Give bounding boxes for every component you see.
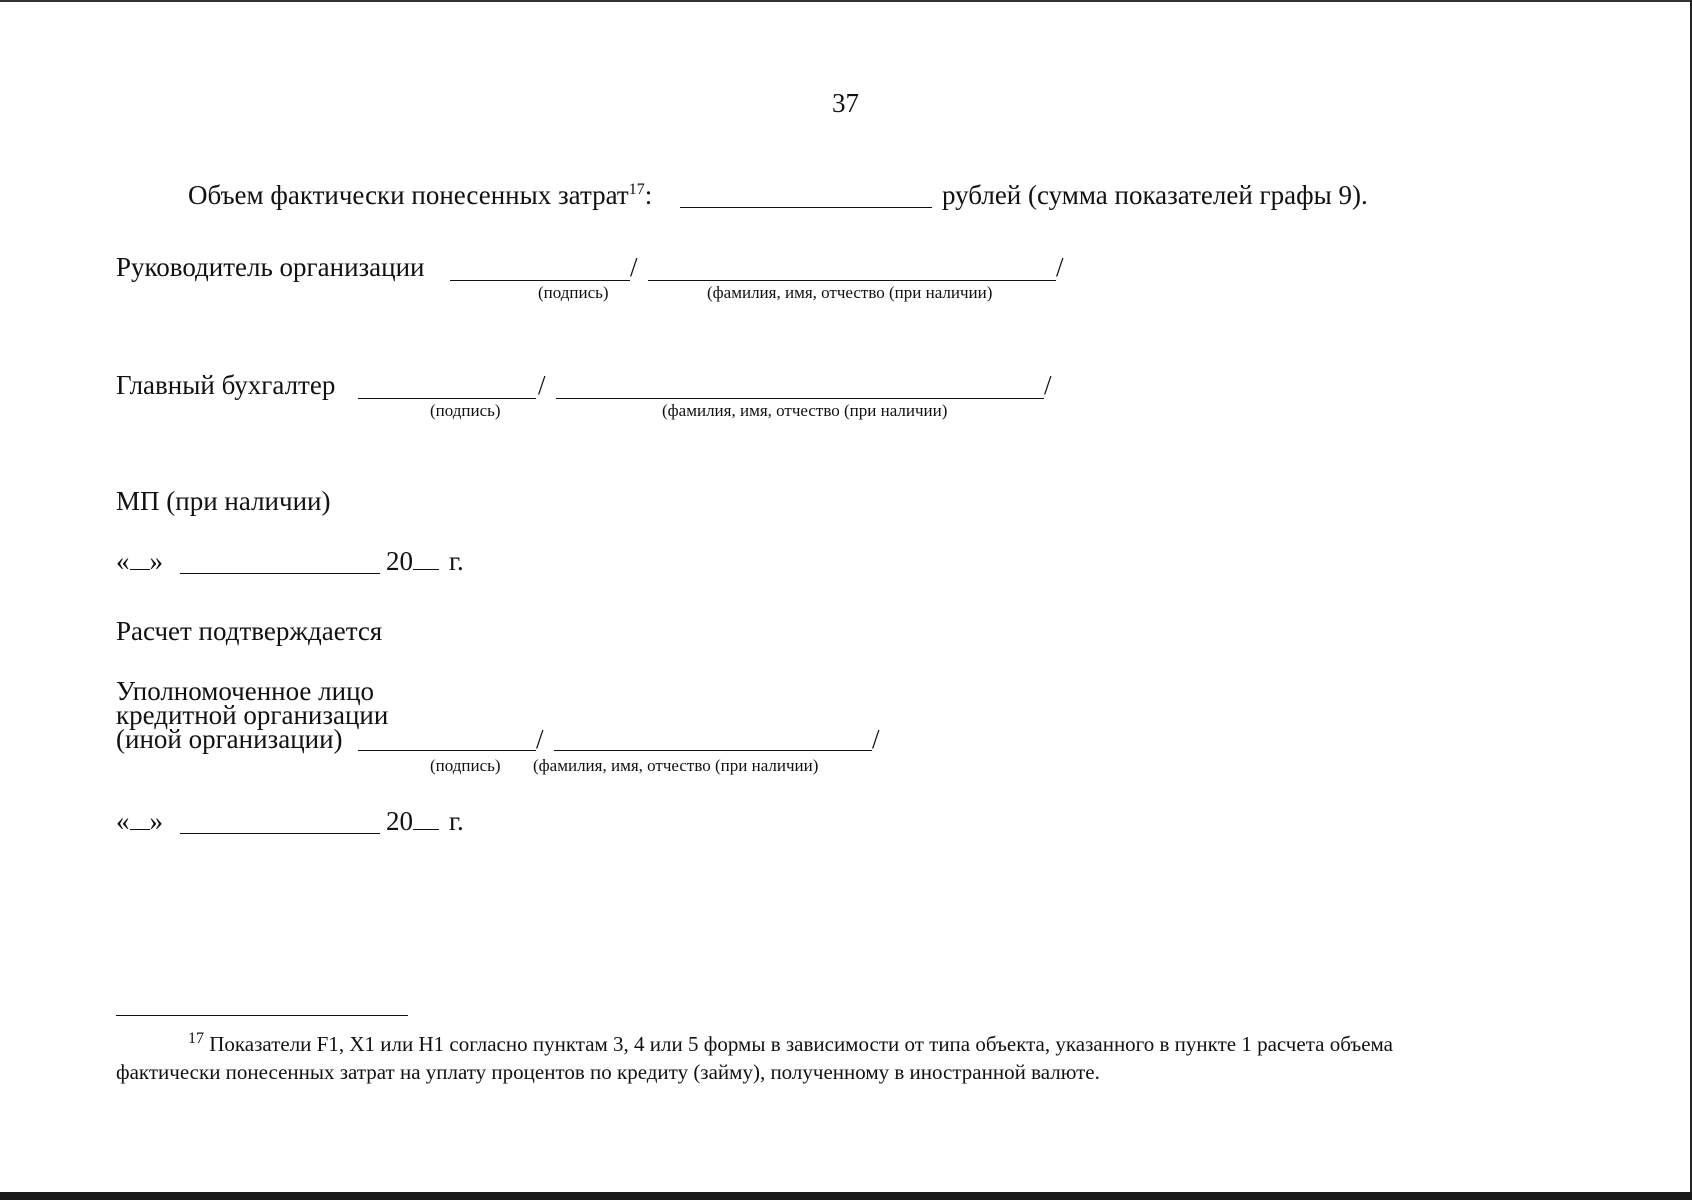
costs-label: Объем фактически понесенных затрат	[188, 180, 629, 210]
authorized-slash-1: /	[536, 724, 544, 754]
date-1-day-field[interactable]	[130, 549, 150, 570]
head-name-caption: (фамилия, имя, отчество (при наличии)	[707, 283, 993, 302]
accountant-slash-2: /	[1044, 370, 1052, 400]
accountant-label: Главный бухгалтер	[116, 370, 336, 400]
accountant-signature-field[interactable]	[358, 398, 536, 399]
authorized-label-line-3: (иной организации)	[116, 724, 343, 754]
footnote-line-1	[188, 1030, 1394, 1056]
date-2-month-field[interactable]	[180, 833, 380, 834]
authorized-slash-2: /	[872, 724, 880, 754]
authorized-signature-field[interactable]	[358, 750, 536, 751]
date-2-close-quote: »	[149, 806, 163, 836]
head-name-field[interactable]	[648, 280, 1056, 281]
date-1-close-quote: »	[149, 546, 163, 576]
date-1-year-suffix: г.	[449, 546, 464, 576]
date-2-year	[386, 808, 464, 835]
authorized-label-line-1: Уполномоченное лицо	[116, 676, 375, 706]
stamp-label: МП (при наличии)	[116, 486, 331, 516]
date-2-year-field[interactable]	[413, 809, 439, 830]
date-1-year-prefix: 20	[386, 546, 413, 576]
date-2-day-field[interactable]	[130, 809, 150, 830]
date-2-line	[116, 808, 163, 835]
accountant-name-field[interactable]	[556, 398, 1044, 399]
scan-edge-bottom	[0, 1192, 1692, 1200]
costs-colon: :	[644, 180, 653, 210]
costs-line	[188, 182, 652, 209]
date-1-year-field[interactable]	[413, 549, 439, 570]
footnote-text-1: Показатели F1, X1 или H1 согласно пунктам 3, 4 или 5 формы в зависимости от типа объекта, указанного в пункте 1 расчета объема	[209, 1032, 1394, 1056]
footnote-number: 17	[188, 1030, 204, 1047]
head-slash-2: /	[1056, 252, 1064, 282]
page-number: 37	[832, 88, 859, 118]
head-signature-field[interactable]	[450, 280, 630, 281]
footnote-ref: 17	[628, 181, 645, 198]
scan-edge-top	[0, 0, 1692, 2]
date-1-open-quote: «	[116, 546, 130, 576]
head-label: Руководитель организации	[116, 252, 425, 282]
date-1-line	[116, 548, 163, 575]
date-1-year	[386, 548, 464, 575]
authorized-label-line-2: кредитной организации	[116, 700, 389, 730]
date-1-month-field[interactable]	[180, 573, 380, 574]
accountant-name-caption: (фамилия, имя, отчество (при наличии)	[662, 401, 948, 420]
accountant-slash-1: /	[538, 370, 546, 400]
costs-suffix: рублей (сумма показателей графы 9).	[942, 180, 1368, 210]
footnote-separator	[116, 1015, 408, 1016]
footnote-text-2: фактически понесенных затрат на уплату процентов по кредиту (займу), полученному в иностранной валюте.	[116, 1060, 1100, 1084]
confirmed-label: Расчет подтверждается	[116, 616, 383, 646]
authorized-signature-caption: (подпись)	[430, 756, 501, 775]
date-2-open-quote: «	[116, 806, 130, 836]
head-slash-1: /	[630, 252, 638, 282]
date-2-year-prefix: 20	[386, 806, 413, 836]
accountant-signature-caption: (подпись)	[430, 401, 501, 420]
costs-amount-field[interactable]	[680, 207, 932, 208]
authorized-name-field[interactable]	[554, 750, 872, 751]
head-signature-caption: (подпись)	[538, 283, 609, 302]
date-2-year-suffix: г.	[449, 806, 464, 836]
authorized-name-caption: (фамилия, имя, отчество (при наличии)	[533, 756, 819, 775]
